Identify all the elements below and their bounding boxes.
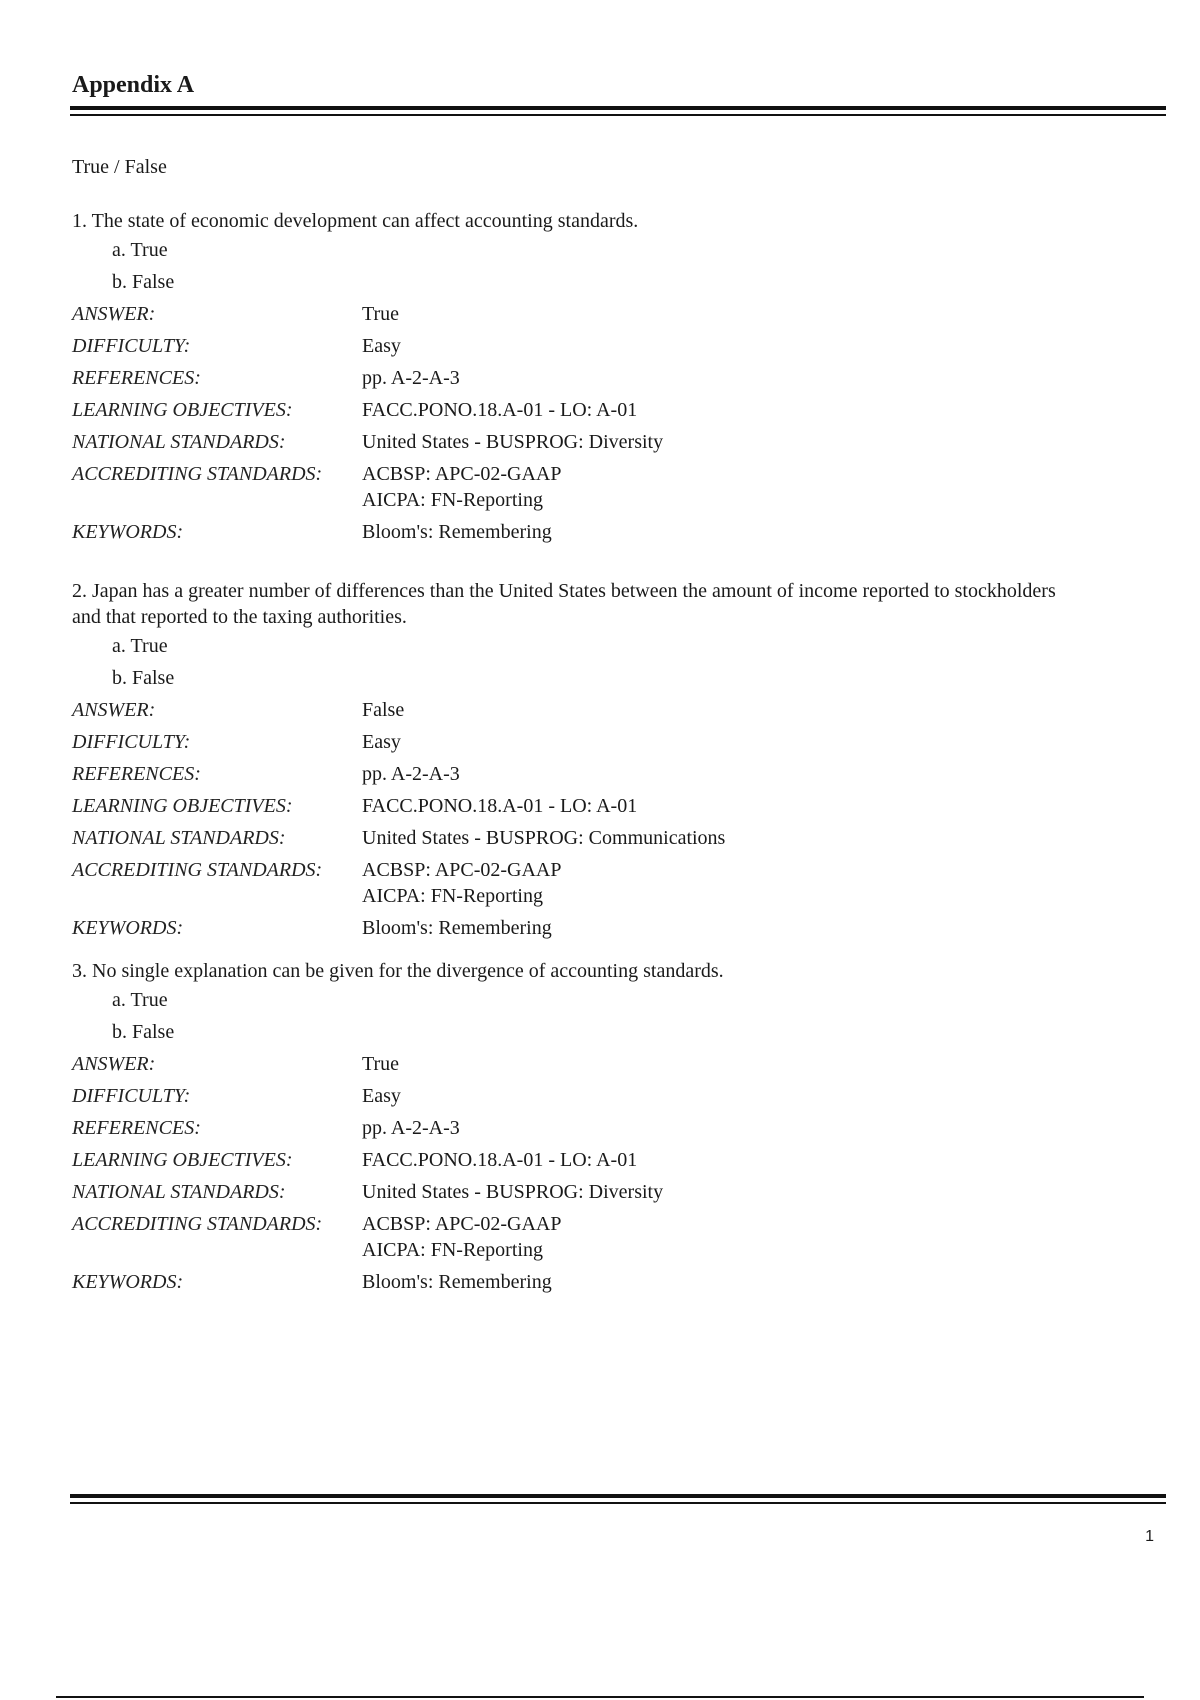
option-a: a. True (112, 239, 168, 261)
keywords-value: Bloom's: Remembering (362, 917, 552, 939)
learning-objectives-value: FACC.PONO.18.A-01 - LO: A-01 (362, 399, 638, 421)
option-b: b. False (112, 271, 175, 293)
learning-objectives-label: LEARNING OBJECTIVES: (72, 1149, 293, 1171)
page-bottom-rule (56, 1696, 1144, 1698)
answer-label: ANSWER: (72, 303, 156, 325)
option-b: b. False (112, 1021, 175, 1043)
references-label: REFERENCES: (72, 763, 201, 785)
accrediting-standard: ACBSP: APC-02-GAAP (362, 1213, 562, 1235)
option-a: a. True (112, 635, 168, 657)
keywords-row (72, 1266, 1072, 1298)
national-standards-row (72, 426, 1072, 458)
difficulty-row (72, 330, 1072, 362)
footer-double-rule (70, 1494, 1166, 1505)
references-label: REFERENCES: (72, 1117, 201, 1139)
accrediting-standards-label: ACCREDITING STANDARDS: (72, 859, 323, 881)
accrediting-standards-values (362, 461, 562, 513)
question-block (72, 578, 1072, 944)
national-standards-value: United States - BUSPROG: Diversity (362, 1181, 664, 1203)
learning-objectives-label: LEARNING OBJECTIVES: (72, 399, 293, 421)
option-b: b. False (112, 667, 175, 689)
accrediting-standards-row (72, 1208, 1072, 1266)
keywords-row (72, 516, 1072, 548)
keywords-label: KEYWORDS: (72, 1271, 184, 1293)
accrediting-standards-values (362, 1211, 562, 1263)
answer-options (72, 630, 1072, 694)
accrediting-standard: AICPA: FN-Reporting (362, 1239, 543, 1261)
question-stem: 2. Japan has a greater number of differences than the United States between the amount of income reported to stockholders and that reported to the taxing authorities. (72, 580, 1056, 628)
references-value: pp. A-2-A-3 (362, 1117, 460, 1139)
answer-row (72, 694, 1072, 726)
accrediting-standard: AICPA: FN-Reporting (362, 489, 543, 511)
accrediting-standards-label: ACCREDITING STANDARDS: (72, 1213, 323, 1235)
accrediting-standard: ACBSP: APC-02-GAAP (362, 859, 562, 881)
answer-value: True (362, 1053, 400, 1075)
accrediting-standard: AICPA: FN-Reporting (362, 885, 543, 907)
national-standards-label: NATIONAL STANDARDS: (72, 827, 286, 849)
difficulty-row (72, 726, 1072, 758)
references-value: pp. A-2-A-3 (362, 367, 460, 389)
references-label: REFERENCES: (72, 367, 201, 389)
national-standards-value: United States - BUSPROG: Communications (362, 827, 726, 849)
difficulty-label: DIFFICULTY: (72, 335, 191, 357)
answer-options (72, 984, 1072, 1048)
page-title: Appendix A (72, 72, 195, 98)
question-block (72, 208, 1072, 548)
difficulty-label: DIFFICULTY: (72, 731, 191, 753)
accrediting-standards-label: ACCREDITING STANDARDS: (72, 463, 323, 485)
answer-value: False (362, 699, 405, 721)
answer-value: True (362, 303, 400, 325)
national-standards-label: NATIONAL STANDARDS: (72, 431, 286, 453)
option-a: a. True (112, 989, 168, 1011)
difficulty-label: DIFFICULTY: (72, 1085, 191, 1107)
answer-row (72, 298, 1072, 330)
national-standards-value: United States - BUSPROG: Diversity (362, 431, 664, 453)
question-stem: 3. No single explanation can be given for the divergence of accounting standards. (72, 960, 724, 982)
learning-objectives-value: FACC.PONO.18.A-01 - LO: A-01 (362, 795, 638, 817)
question-metadata (72, 694, 1072, 944)
accrediting-standard: ACBSP: APC-02-GAAP (362, 463, 562, 485)
learning-objectives-label: LEARNING OBJECTIVES: (72, 795, 293, 817)
difficulty-value: Easy (362, 1085, 401, 1107)
learning-objectives-row (72, 790, 1072, 822)
references-row (72, 362, 1072, 394)
header-double-rule (70, 106, 1166, 117)
references-value: pp. A-2-A-3 (362, 763, 460, 785)
answer-label: ANSWER: (72, 699, 156, 721)
learning-objectives-row (72, 1144, 1072, 1176)
learning-objectives-value: FACC.PONO.18.A-01 - LO: A-01 (362, 1149, 638, 1171)
accrediting-standards-row (72, 458, 1072, 516)
difficulty-row (72, 1080, 1072, 1112)
national-standards-label: NATIONAL STANDARDS: (72, 1181, 286, 1203)
references-row (72, 758, 1072, 790)
keywords-label: KEYWORDS: (72, 917, 184, 939)
accrediting-standards-row (72, 854, 1072, 912)
answer-row (72, 1048, 1072, 1080)
accrediting-standards-values (362, 857, 562, 909)
answer-options (72, 234, 1072, 298)
national-standards-row (72, 822, 1072, 854)
keywords-row (72, 912, 1072, 944)
difficulty-value: Easy (362, 335, 401, 357)
question-metadata (72, 298, 1072, 548)
answer-label: ANSWER: (72, 1053, 156, 1075)
references-row (72, 1112, 1072, 1144)
question-stem: 1. The state of economic development can affect accounting standards. (72, 210, 639, 232)
national-standards-row (72, 1176, 1072, 1208)
learning-objectives-row (72, 394, 1072, 426)
question-block (72, 958, 1072, 1298)
keywords-value: Bloom's: Remembering (362, 1271, 552, 1293)
keywords-label: KEYWORDS: (72, 521, 184, 543)
keywords-value: Bloom's: Remembering (362, 521, 552, 543)
page-number: 1 (1145, 1528, 1154, 1545)
difficulty-value: Easy (362, 731, 401, 753)
question-metadata (72, 1048, 1072, 1298)
section-label: True / False (72, 156, 167, 178)
